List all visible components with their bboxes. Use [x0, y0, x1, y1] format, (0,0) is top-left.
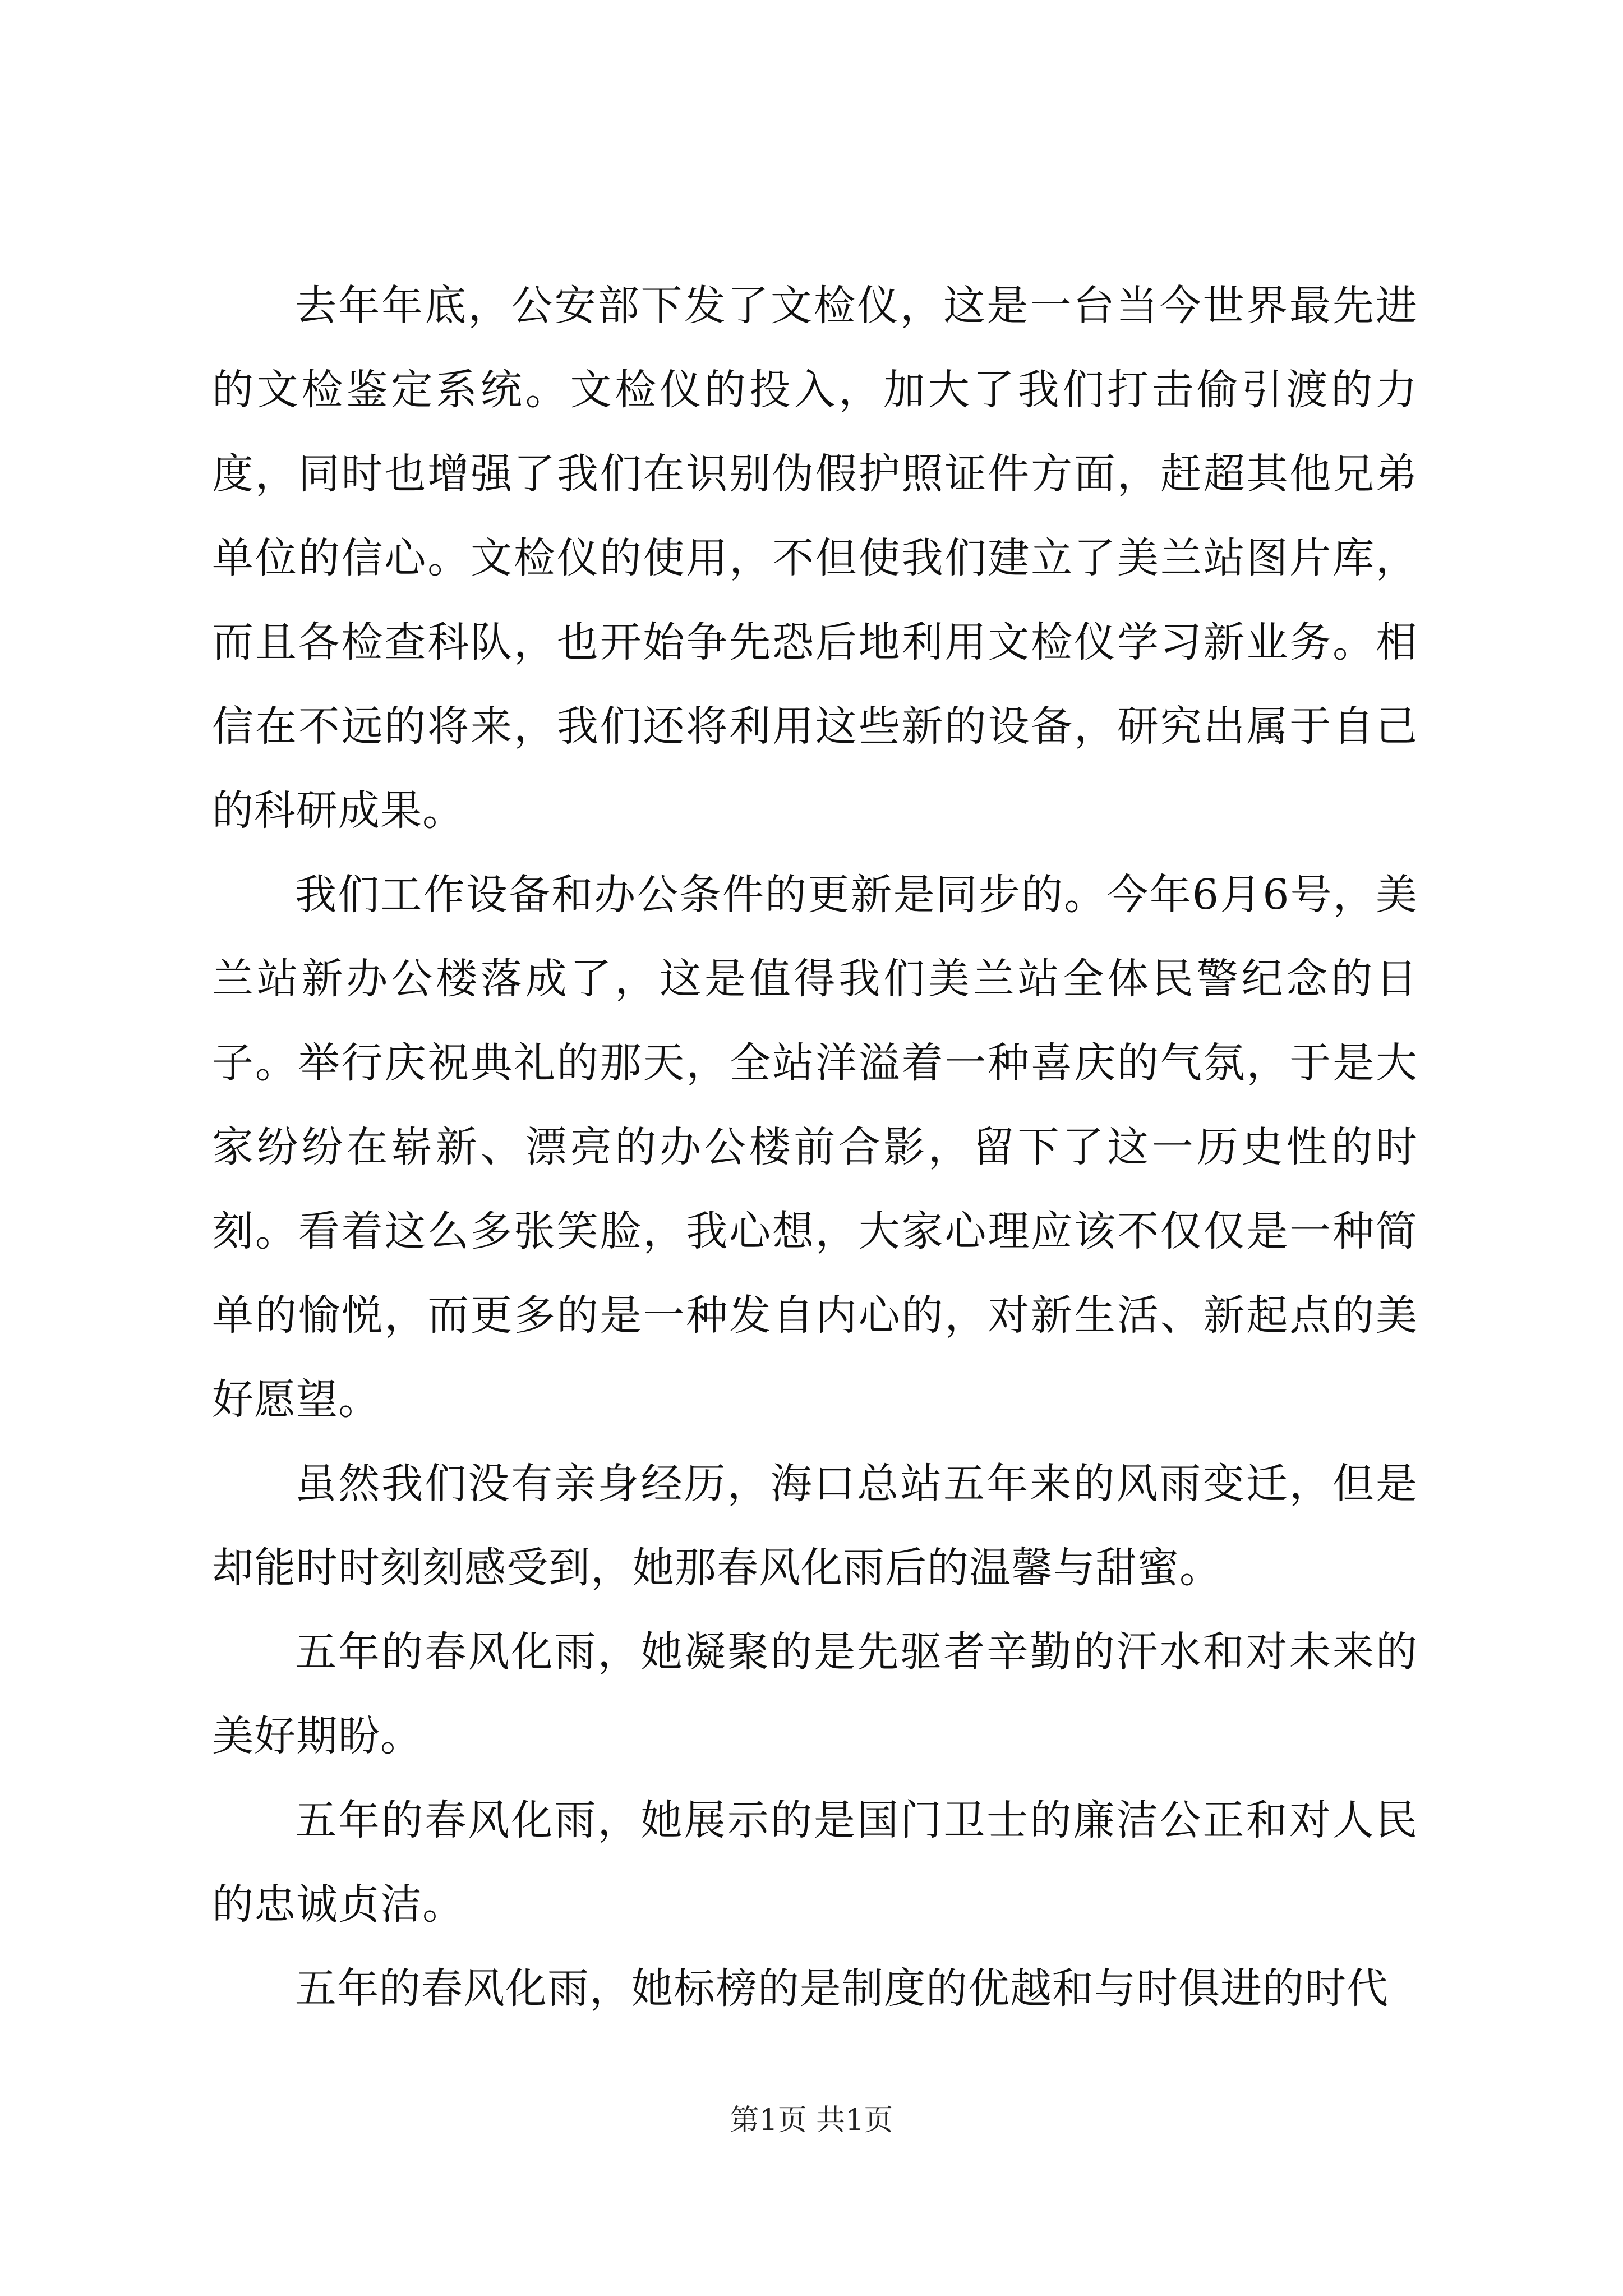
document-body	[212, 264, 1418, 2031]
paragraph-6: 五年的春风化雨，她标榜的是制度的优越和与时俱进的时代	[295, 1964, 1389, 2013]
paragraph-1: 去年年底，公安部下发了文检仪，这是一台当今世界最先进的文检鉴定系统。文检仪的投入，加大了我们打击偷引渡的力度，同时也增强了我们在识别伪假护照证件方面，赶超其他兄弟单位的信心。文检仪的使用，不但使我们建立了美兰站图片库，而且各检查科队，也开始争先恐后地利用文检仪学习新业务。相信在不远的将来，我们还将利用这些新的设备，研究出属于自己的科研成果。	[212, 282, 1418, 835]
paragraph-3: 虽然我们没有亲身经历，海口总站五年来的风雨变迁，但是却能时时刻刻感受到，她那春风化雨后的温馨与甜蜜。	[212, 1460, 1418, 1592]
page-footer: 第1页 共1页	[730, 2104, 893, 2137]
paragraph-4: 五年的春风化雨，她凝聚的是先驱者辛勤的汗水和对未来的美好期盼。	[212, 1628, 1418, 1760]
paragraph-2: 我们工作设备和办公条件的更新是同步的。今年6月6号，美兰站新办公楼落成了，这是值得我们美兰站全体民警纪念的日子。举行庆祝典礼的那天，全站洋溢着一种喜庆的气氛，于是大家纷纷在崭新、漂亮的办公楼前合影，留下了这一历史性的时刻。看着这么多张笑脸，我心想，大家心理应该不仅仅是一种简单的愉悦，而更多的是一种发自内心的，对新生活、新起点的美好愿望。	[212, 871, 1418, 1424]
paragraph-5: 五年的春风化雨，她展示的是国门卫士的廉洁公正和对人民的忠诚贞洁。	[212, 1796, 1418, 1929]
